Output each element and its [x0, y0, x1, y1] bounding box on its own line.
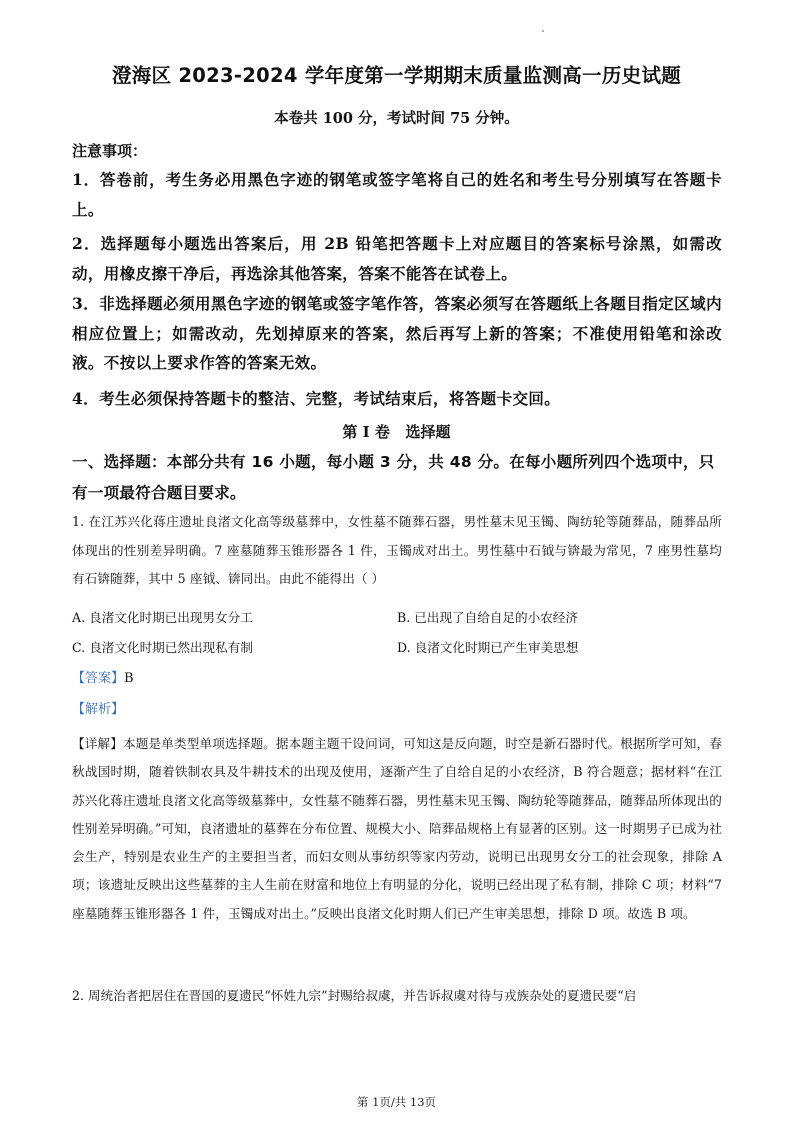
page-number: 第 1页/共 13页 [356, 1095, 437, 1109]
detail-tag: 【详解】 [72, 736, 123, 751]
question-1-option-b: B. 已出现了自给自足的小农经济 [397, 610, 578, 625]
notice-item-1: 1．答卷前，考生务必用黑色字迹的钢笔或签字笔将自己的姓名和考生号分别填写在答题卡上。 [72, 170, 722, 219]
question-2-stem: 2. 周统治者把居住在晋国的夏遗民“怀姓九宗”封赐给叔虞，并告诉叔虞对待与戎族杂处的夏遗民要“启 [72, 988, 637, 1003]
question-1-option-d: D. 良渚文化时期已产生审美思想 [397, 640, 579, 655]
scan-dot [542, 30, 544, 32]
notice-item-4: 4．考生必须保持答题卡的整洁、完整，考试结束后，将答题卡交回。 [72, 389, 561, 408]
part-title: 一、选择题：本部分共有 16 小题，每小题 3 分，共 48 分。在每小题所列四个选项中，只有一项最符合题目要求。 [72, 453, 715, 502]
exam-title: 澄海区 2023-2024 学年度第一学期期末质量监测高一历史试题 [111, 64, 682, 87]
detail-text: 本题是单类型单项选择题。据本题主题干设问词，可知这是反向题，时空是新石器时代。根据所学可知，春秋战国时期，随着铁制农具及牛耕技术的出现及使用，逐渐产生了自给自足的小农经济，B 符合题意；据材料“在江苏兴化蒋庄遗址良渚文化高等级墓葬中，女性墓不随葬石器，男性墓未见玉镯、陶纺轮等随葬品，随葬品所体现出的性别差异明确。”可知，良渚遗址的墓葬在分布位置、规模大小、陪葬品规格上有显著的区别。这一时期男子已成为社会生产，特别是农业生产的主要担当者，而妇女则从事纺织等家内劳动，说明已出现男女分工的社会现象，排除 A 项；该遗址反映出这些墓葬的主人生前在财富和地位上有明显的分化，说明已经出现了私有制，排除 C 项；材料“7 座墓随葬玉锥形器各 1 件，玉镯成对出土。”反映出良渚文化时期人们已产生审美思想，排除 D 项。故选 B 项。 [72, 736, 722, 921]
section-title: 第 I 卷 选择题 [342, 423, 451, 441]
answer-line [72, 667, 134, 686]
answer-value: B [124, 671, 134, 686]
question-1-option-a: A. 良渚文化时期已出现男女分工 [72, 610, 253, 625]
exam-subtitle: 本卷共 100 分，考试时间 75 分钟。 [274, 110, 519, 127]
question-1-stem: 1. 在江苏兴化蒋庄遗址良渚文化高等级墓葬中，女性墓不随葬石器，男性墓未见玉镯、陶纺轮等随葬品，随葬品所体现出的性别差异明确。7 座墓随葬玉锥形器各 1 件，玉镯成对出土。男性墓中石钺与锛最为常见，7 座男性墓均有石锛随葬，其中 5 座钺、锛同出。由此不能得出（ ） [72, 514, 722, 586]
detail-explanation [72, 730, 722, 928]
question-1-option-c: C. 良渚文化时期已然出现私有制 [72, 640, 253, 655]
analysis-tag: 【解析】 [72, 702, 125, 717]
answer-tag: 【答案】 [72, 671, 125, 686]
notice-heading: 注意事项： [72, 142, 148, 160]
notice-item-2: 2．选择题每小题选出答案后，用 2B 铅笔把答题卡上对应题目的答案标号涂黑，如需改动，用橡皮擦干净后，再选涂其他答案，答案不能答在试卷上。 [72, 234, 722, 283]
notice-item-3: 3．非选择题必须用黑色字迹的钢笔或签字笔作答，答案必须写在答题纸上各题目指定区域内相应位置上；如需改动，先划掉原来的答案，然后再写上新的答案；不准使用铅笔和涂改液。不按以上要求作答的答案无效。 [72, 294, 722, 372]
